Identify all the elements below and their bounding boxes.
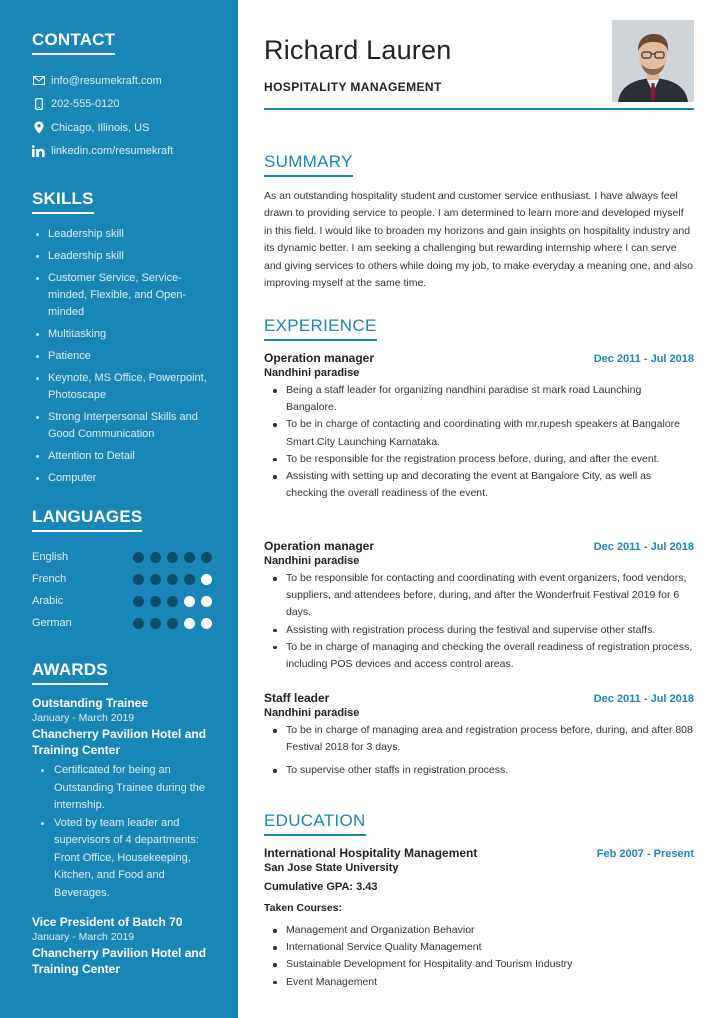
skill-item: Patience [32,348,216,365]
language-row [32,568,216,590]
language-row [32,612,216,634]
linkedin-icon [32,145,45,158]
job-bullet: To be responsible for the registration process before, during, and after the event. [264,451,694,468]
job-bullets [264,570,694,673]
skills-heading: SKILLS [32,189,94,214]
education-item [264,846,694,991]
language-level-dots [133,596,212,607]
level-dot-filled [184,574,195,585]
course-item: Sustainable Development for Hospitality and Tourism Industry [264,956,694,973]
job-bullet: To be in charge of managing and checking the overall readiness of registration process, including POS devices and access control areas. [264,639,694,673]
job-title: Staff leader [264,691,330,705]
language-row [32,590,216,612]
level-dot-filled [150,574,161,585]
job-company: Nandhini paradise [264,707,360,719]
award-bullet: Voted by team leader and supervisors of 4 departments: Front Office, Housekeeping, Kitchen, and Food and Beverages. [32,815,216,903]
job-date: Dec 2011 - Jul 2018 [593,693,694,705]
header-divider [264,108,694,110]
contact-phone[interactable] [32,93,216,117]
contact-list [32,69,216,163]
level-dot-empty [184,596,195,607]
school-name: San Jose State University [264,862,399,874]
job-bullet: To be in charge of contacting and coordinating with mr.rupesh speakers at Bangalore Smart City Launching Karnataka. [264,416,694,450]
job-title: Operation manager [264,351,375,365]
job-bullet: To supervise other staffs in registration process. [264,762,694,779]
level-dot-filled [133,618,144,629]
language-name: Arabic [32,595,64,607]
job-bullet: Assisting with setting up and decorating the event at Bangalore City, as well as checking the overall readiness of the event. [264,468,694,502]
skill-item: Strong Interpersonal Skills and Good Communication [32,409,216,443]
level-dot-empty [201,574,212,585]
job-bullet: To be in charge of managing area and registration process before, during, and after 808 Festival 2018 for 3 days. [264,722,694,756]
job-date: Dec 2011 - Jul 2018 [593,541,694,553]
experience-item [264,539,694,673]
course-item: Management and Organization Behavior [264,922,694,939]
level-dot-empty [201,618,212,629]
job-bullet: To be responsible for contacting and coordinating with event organizers, food vendors, suppliers, and attendees before, during, and after the Wonderfruit Festival 2019 for 6 days. [264,570,694,622]
contact-email-text: info@resumekraft.com [51,74,162,87]
skill-item: Leadership skill [32,226,216,243]
gpa: Cumulative GPA: 3.43 [264,881,378,893]
contact-linkedin[interactable] [32,140,216,164]
level-dot-empty [201,596,212,607]
profile-photo [612,20,694,102]
skills-section [32,189,216,487]
job-bullet: Being a staff leader for organizing nandhini paradise st mark road Launching Bangalore. [264,382,694,416]
award-title: Outstanding Trainee [32,696,149,710]
job-company: Nandhini paradise [264,555,360,567]
location-pin-icon [32,121,45,134]
skill-item: Keynote, MS Office, Powerpoint, Photoscape [32,370,216,404]
award-item [32,695,216,902]
awards-section [32,660,216,977]
award-bullets [32,762,216,902]
experience-item [264,351,694,502]
language-name: French [32,573,67,585]
skill-item: Attention to Detail [32,448,216,465]
contact-heading: CONTACT [32,30,115,55]
summary-heading: SUMMARY [264,152,353,177]
skill-item: Leadership skill [32,248,216,265]
contact-phone-text: 202-555-0120 [51,98,120,111]
contact-location [32,116,216,140]
skill-item: Computer [32,470,216,487]
job-bullet: Assisting with registration process during the festival and supervise other staffs. [264,622,694,639]
level-dot-filled [167,618,178,629]
languages-section [32,507,216,634]
candidate-name: Richard Lauren [264,35,452,65]
level-dot-filled [150,552,161,563]
summary-text: As an outstanding hospitality student and customer service enthusiast. I have always feel drawn to providing service to people. I am determined to learn more and developed myself in this field. I would like to broaden my horizons and gain insights on hospitality industry and its dynamic better. I am seeking a challenging but rewarding internship where I can serve and giving services to others while doing my job, to make everyday a meaning one, and also improving myself at the same time. [264,190,693,290]
contact-linkedin-text: linkedin.com/resumekraft [51,145,174,158]
level-dot-filled [167,596,178,607]
award-org: Chancherry Pavilion Hotel and Training Center [32,946,207,976]
experience-heading: EXPERIENCE [264,316,377,341]
languages-heading: LANGUAGES [32,507,142,532]
language-level-dots [133,618,212,629]
courses-list [264,922,694,991]
education-date: Feb 2007 - Present [596,848,694,860]
language-row [32,546,216,568]
award-date: January - March 2019 [32,931,135,943]
skills-list [32,226,216,487]
level-dot-filled [167,574,178,585]
degree-title: International Hospitality Management [264,846,478,860]
skill-item: Multitasking [32,326,216,343]
awards-heading: AWARDS [32,660,108,685]
level-dot-filled [133,596,144,607]
education-heading: EDUCATION [264,811,366,836]
award-org: Chancherry Pavilion Hotel and Training Center [32,727,207,757]
language-name: German [32,617,72,629]
award-title: Vice President of Batch 70 [32,915,183,929]
job-bullets [264,382,694,502]
language-name: English [32,551,69,563]
skill-item: Customer Service, Service-minded, Flexible, and Open-minded [32,270,216,321]
job-bullets [264,722,694,780]
level-dot-filled [184,552,195,563]
phone-icon [32,98,45,111]
level-dot-filled [201,552,212,563]
contact-section [32,30,216,163]
level-dot-filled [150,596,161,607]
level-dot-filled [150,618,161,629]
experience-item [264,691,694,780]
award-bullet: Certificated for being an Outstanding Trainee during the internship. [32,762,216,815]
courses-label: Taken Courses: [264,902,342,914]
contact-email[interactable] [32,69,216,93]
level-dot-filled [167,552,178,563]
language-level-dots [133,552,212,563]
award-date: January - March 2019 [32,712,135,724]
job-date: Dec 2011 - Jul 2018 [593,353,694,365]
job-title: Operation manager [264,539,375,553]
envelope-icon [32,74,45,87]
languages-list [32,546,216,634]
course-item: International Service Quality Management [264,939,694,956]
level-dot-filled [133,574,144,585]
job-company: Nandhini paradise [264,367,360,379]
award-item [32,914,216,977]
sidebar [0,0,238,1018]
level-dot-filled [133,552,144,563]
course-item: Event Management [264,974,694,991]
level-dot-empty [184,618,195,629]
contact-location-text: Chicago, Illinois, US [51,121,150,134]
candidate-role: HOSPITALITY MANAGEMENT [264,80,442,94]
language-level-dots [133,574,212,585]
